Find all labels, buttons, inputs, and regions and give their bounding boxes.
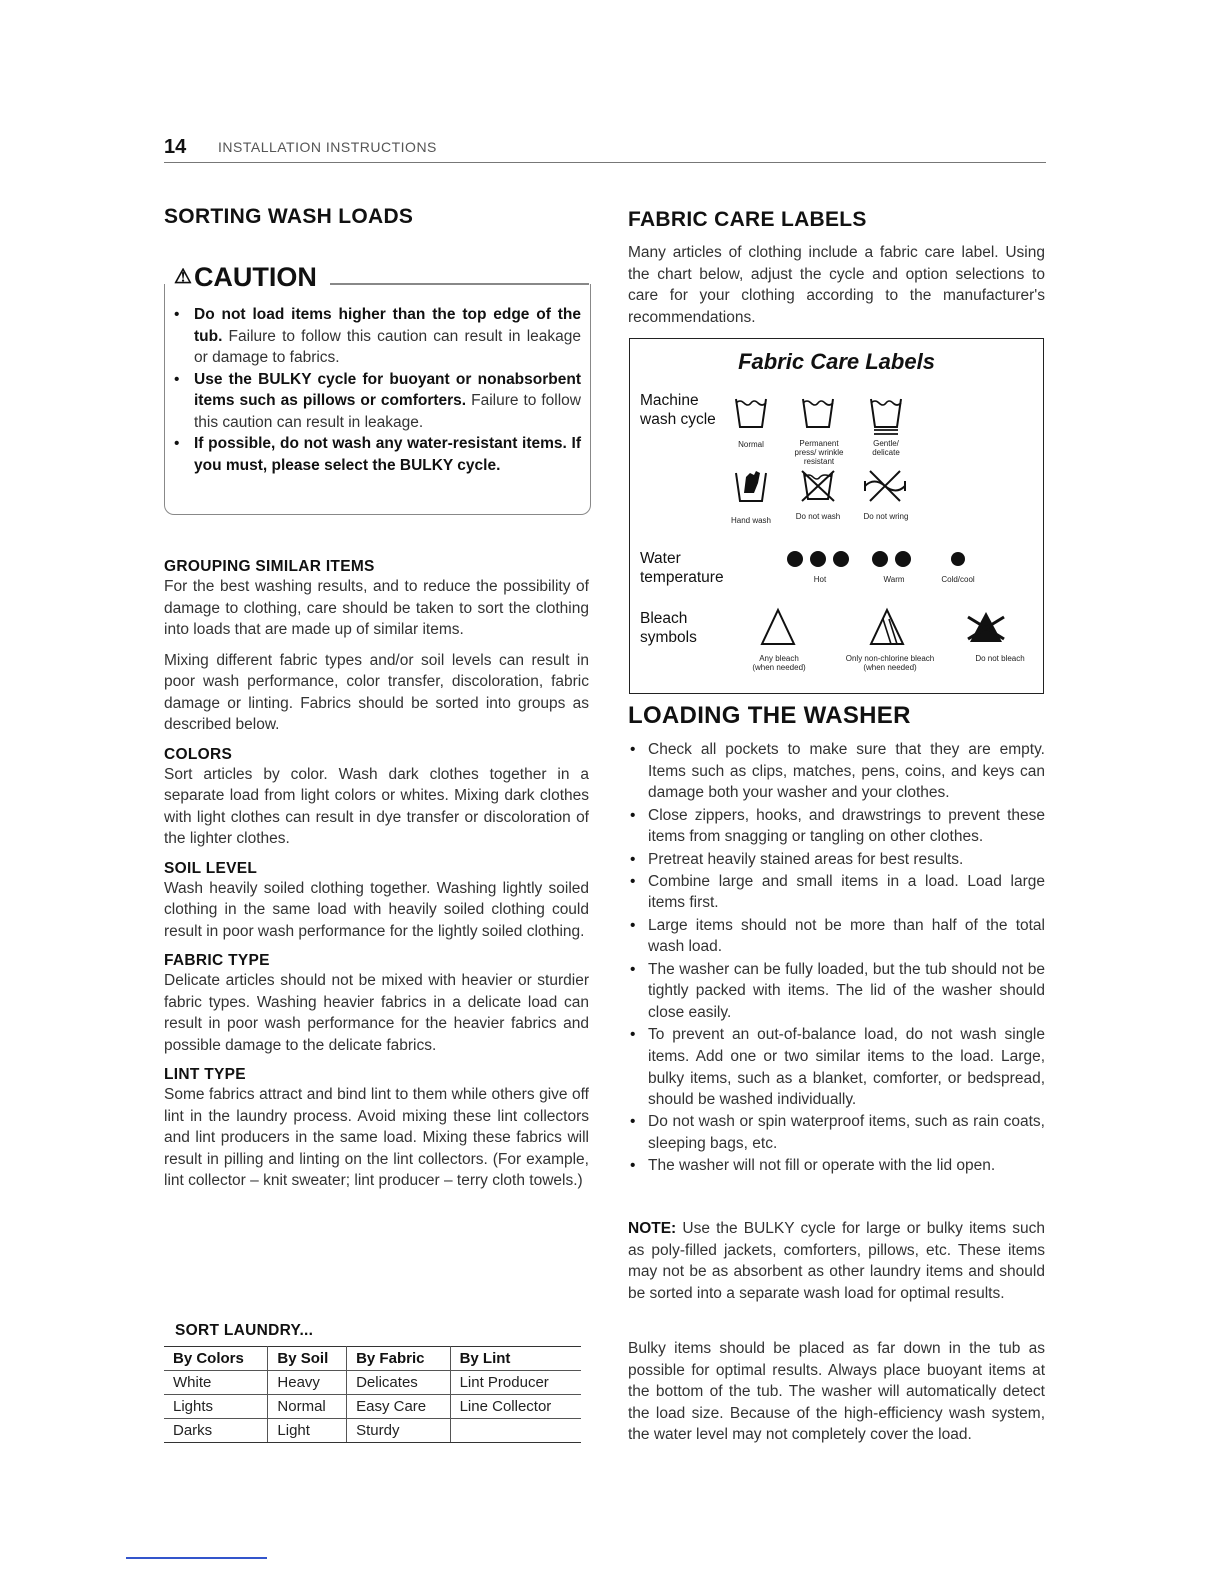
table-cell: Normal (268, 1395, 347, 1419)
caution-item-bold: Do not load items higher than the top edge of the tub. (194, 306, 581, 345)
cold-caption: Cold/cool (941, 575, 975, 584)
table-cell: Heavy (268, 1371, 347, 1395)
permanent-press-caption: Permanent press/ wrinkle resistant (794, 439, 844, 466)
grouping-paragraph-2: Mixing different fabric types and/or soil levels can result in poor wash performance, color transfer, discoloration, fabric damage or linting. Fabrics should be sorted into groups as described below. (164, 651, 589, 733)
caution-item-text: If you must, please select the BULKY cycle. (194, 435, 581, 474)
do-not-wash-icon (800, 469, 836, 503)
list-item: • Do not wash or spin waterproof items, such as rain coats, sleeping bags, etc. (628, 1111, 1045, 1154)
water-temperature-label: Water temperature (640, 550, 724, 586)
non-chlorine-bleach-icon (869, 607, 905, 647)
table-header-row (164, 1347, 581, 1371)
soil-level-text: Wash heavily soiled clothing together. Washing lightly soiled clothing in the same load with heavily soiled clothing could result in poor wash performance for the lightly soiled clothing. (164, 879, 589, 940)
table-row (164, 1395, 581, 1419)
do-not-wash-caption: Do not wash (795, 512, 841, 521)
fabric-type-title: FABRIC TYPE (164, 952, 270, 969)
fabric-care-chart (629, 338, 1044, 694)
fabric-type-text: Delicate articles should not be mixed with heavier or sturdier fabric types. Washing heavier fabrics in a delicate load can result in poor wash performance for the heavier fabrics and possible damage to the delicate fabrics. (164, 972, 589, 1054)
sort-laundry-title: SORT LAUNDRY... (175, 1322, 314, 1339)
table-cell: Light (268, 1419, 347, 1443)
note-text: Use the BULKY cycle for large or bulky items such as poly-filled jackets, comforters, pillows, etc. These items may not be as absorbent as other laundry items and should be sorted into a separate wash load for optimal results. (628, 1220, 1045, 1302)
fabric-care-intro: Many articles of clothing include a fabric care label. Using the chart below, adjust the cycle and option selections to care for your clothing according to the manufacturer's recommendations. (628, 244, 1045, 326)
normal-wash-icon (734, 397, 768, 429)
table-header-cell: By Fabric (347, 1347, 450, 1371)
table-row (164, 1371, 581, 1395)
table-cell: Easy Care (347, 1395, 450, 1419)
lint-type-title: LINT TYPE (164, 1066, 246, 1083)
bulky-items-paragraph: Bulky items should be placed as far down in the tub as possible for optimal results. Always place buoyant items at the bottom of the tub. The washer will automatically detect the load size. Because of the high-efficiency wash system, the water level may not completely cover the load. (628, 1340, 1045, 1443)
note-label: NOTE: (628, 1220, 677, 1237)
do-not-wring-icon (862, 469, 908, 503)
do-not-wring-caption: Do not wring (863, 512, 909, 521)
fabric-care-labels-title: FABRIC CARE LABELS (628, 208, 867, 231)
caution-item (171, 369, 581, 434)
cold-temperature-icon (948, 549, 968, 569)
loading-the-washer-title: LOADING THE WASHER (628, 702, 911, 729)
sort-laundry-table (164, 1346, 581, 1443)
do-not-bleach-caption: Do not bleach (975, 654, 1025, 663)
colors-title: COLORS (164, 745, 233, 763)
loading-list (628, 739, 1045, 1178)
table-cell (450, 1419, 581, 1443)
list-item: • Close zippers, hooks, and drawstrings to prevent these items from snagging or tangling on other clothes. (628, 805, 1045, 848)
note-paragraph (628, 1218, 1045, 1304)
sorting-wash-loads-title: SORTING WASH LOADS (164, 205, 414, 228)
hand-wash-icon (734, 469, 768, 503)
gentle-delicate-icon (869, 397, 903, 435)
colors-text: Sort articles by color. Wash dark clothes together in a separate load from light colors or whites. Mixing dark clothes with light clothes can result in dye transfer or discoloration of the lighter clothes. (164, 765, 589, 847)
list-item: • Large items should not be more than half of the total wash load. (628, 915, 1045, 958)
header-section-title: INSTALLATION INSTRUCTIONS (218, 139, 437, 155)
footer-divider (126, 1557, 267, 1559)
page-header (164, 136, 1046, 163)
gentle-delicate-caption: Gentle/ delicate (872, 439, 900, 457)
table-cell: White (164, 1371, 268, 1395)
list-item: • The washer will not fill or operate with the lid open. (628, 1155, 1045, 1177)
caution-item-bold: If possible, do not wash any water-resistant items. (194, 435, 567, 452)
hand-wash-caption: Hand wash (730, 516, 772, 525)
list-item: • Check all pockets to make sure that they are empty. Items such as clips, matches, pens, coins, and keys can damage both your washer and your clothes. (628, 739, 1045, 804)
table-header-cell: By Colors (164, 1347, 268, 1371)
warm-caption: Warm (883, 575, 905, 584)
grouping-title: GROUPING SIMILAR ITEMS (164, 558, 375, 575)
list-item: • Combine large and small items in a load. Load large items first. (628, 871, 1045, 914)
normal-caption: Normal (738, 440, 764, 449)
any-bleach-icon (760, 607, 796, 647)
list-item: • The washer can be fully loaded, but the tub should not be tightly packed with items. The lid of the washer should close easily. (628, 959, 1045, 1024)
warm-temperature-icon (870, 549, 916, 569)
table-cell: Line Collector (450, 1395, 581, 1419)
machine-wash-label: Machine wash cycle (640, 392, 716, 428)
list-item: • To prevent an out-of-balance load, do not wash single items. Add one or two similar items to the load. Large, bulky items, such as a blanket, comforter, or bedspread, should be washed individually. (628, 1024, 1045, 1111)
caution-item (171, 304, 581, 369)
caution-divider (330, 283, 589, 285)
caution-heading (172, 262, 319, 293)
caution-item-bold: Use the BULKY cycle for buoyant or nonabsorbent items such as pillows or comforters. (194, 370, 581, 409)
table-header-cell: By Lint (450, 1347, 581, 1371)
soil-level-title: SOIL LEVEL (164, 859, 258, 877)
non-chlorine-bleach-caption: Only non-chlorine bleach (when needed) (845, 654, 935, 672)
caution-item-text: Failure to follow this caution can result in leakage or damage to fabrics. (194, 327, 581, 366)
list-item: • Pretreat heavily stained areas for best results. (628, 849, 1045, 871)
table-cell: Lights (164, 1395, 268, 1419)
table-cell: Lint Producer (450, 1371, 581, 1395)
bleach-symbols-label: Bleach symbols (640, 610, 697, 646)
caution-item-text: Failure to follow this caution can result in leakage. (194, 392, 581, 431)
lint-type-text: Some fabrics attract and bind lint to them while others give off lint in the laundry process. Avoid mixing these lint collectors and lint producers in the same load. Mixing these fabrics will result in pilling and linting on the lint collectors. (For example, lint collector – knit sweater; lint producer – terry cloth towels.) (164, 1086, 589, 1189)
caution-item (171, 433, 581, 476)
any-bleach-caption: Any bleach (when needed) (752, 654, 806, 672)
caution-title-text: CAUTION (193, 262, 317, 292)
page-number: 14 (164, 136, 187, 158)
warning-triangle-icon: ⚠ (174, 266, 192, 288)
caution-list (171, 304, 581, 476)
table-cell: Sturdy (347, 1419, 450, 1443)
hot-temperature-icon (785, 549, 855, 569)
hot-caption: Hot (813, 575, 827, 584)
do-not-bleach-icon (966, 609, 1006, 645)
grouping-section (164, 558, 589, 1192)
permanent-press-icon (801, 397, 835, 429)
table-cell: Delicates (347, 1371, 450, 1395)
table-header-cell: By Soil (268, 1347, 347, 1371)
grouping-paragraph-1: For the best washing results, and to reduce the possibility of damage to clothing, care should be taken to sort the clothing into loads that are made up of similar items. (164, 578, 589, 638)
table-cell: Darks (164, 1419, 268, 1443)
table-row (164, 1419, 581, 1443)
fabric-care-chart-title: Fabric Care Labels (738, 349, 935, 374)
